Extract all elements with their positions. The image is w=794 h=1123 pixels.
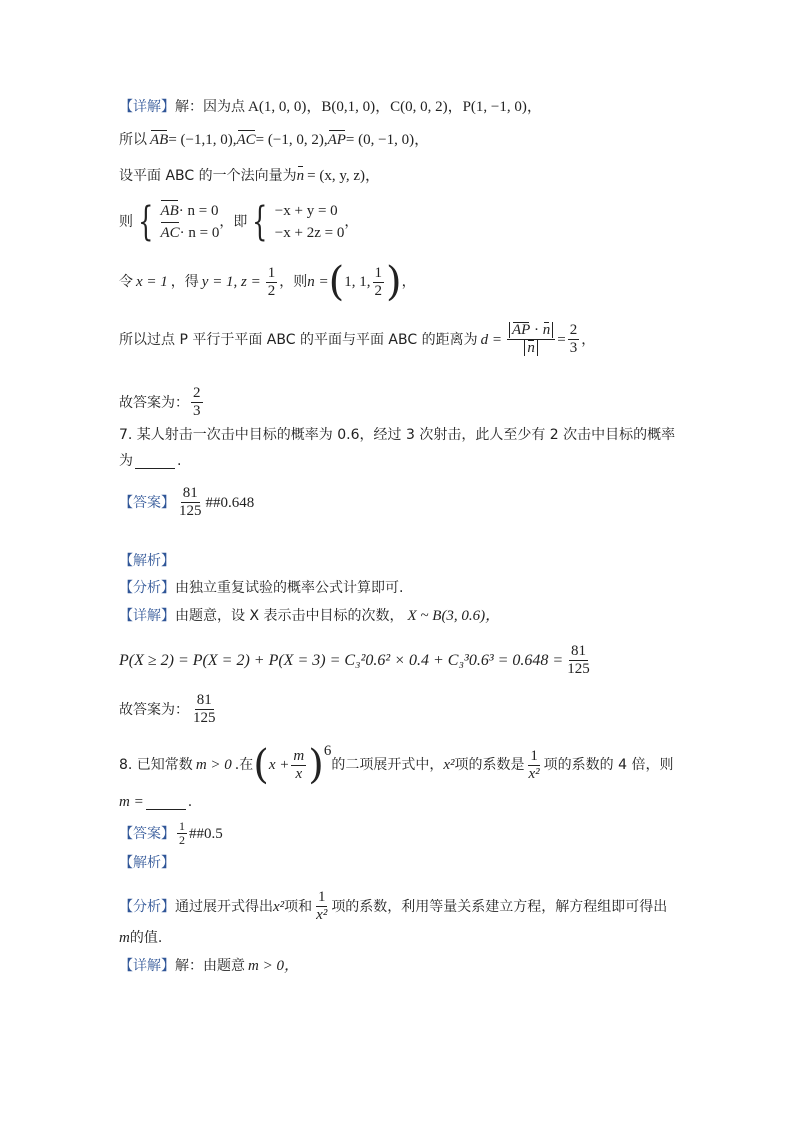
eq: 1, 1, [344, 274, 371, 290]
p6-line3 [119, 166, 380, 186]
analysis-tag: 【解析】 [119, 553, 175, 569]
answer-frac: $\frac{81}{125}$ [179, 485, 202, 519]
eq: = (0, −1, 0)， [345, 132, 430, 148]
q7-xiangjie: 【详解】 由题意，设 X 表示击中目标的次数， X ~ B(3, 0.6)， [119, 608, 501, 624]
p6-text: ， [344, 214, 359, 230]
q8-answer [119, 820, 223, 847]
distance-frac: $\frac{AP \cdot n}{n}$ [507, 322, 555, 357]
p6-text: ，则 [279, 274, 308, 290]
p6-text: 则 [119, 214, 133, 230]
vec-ap: AP [327, 132, 346, 148]
q8-fenxi: 【分析】 通过展开式得出 x² 项和 $\frac{1}{\text{x²}}$ 项的系数，利用等量关系建立方程，解方程组即可得出 [119, 889, 668, 923]
answer-blank [146, 795, 186, 810]
eq: = [557, 331, 566, 348]
eq: y = 1, z = [201, 274, 261, 290]
q7-formula [119, 643, 594, 678]
detail-tag: 【详解】 [119, 958, 175, 974]
p6-text: 故答案为： [119, 394, 189, 411]
eq: −x + 2z = 0 [274, 225, 345, 241]
eq: d = [480, 331, 502, 348]
distribution: X ~ B(3, 0.6)， [407, 608, 501, 624]
p6-line7 [119, 385, 205, 420]
p6-text: ，得 [170, 274, 199, 290]
q7-fenxi: 【分析】 由独立重复试验的概率公式计算即可. [119, 580, 404, 596]
q7-stem2: 为 . [119, 453, 182, 469]
eq: = (x, y, z)， [307, 168, 381, 184]
eq: = (−1,1, 0), [168, 132, 237, 148]
frac-half: $\frac{1}{2}$ [267, 264, 276, 299]
p6-line1 [119, 97, 542, 117]
probability-formula: P(X ≥ 2) = P(X = 2) + P(X = 3) = C₃²0.6² × 0.4 + C₃³0.6³ = 0.648 = [119, 651, 564, 669]
q7-gudaan: 故答案为： $\frac{81}{125}$ [119, 692, 216, 726]
p6-line4 [119, 200, 358, 244]
eq: · n = 0 [179, 225, 220, 241]
eq: n = [307, 274, 329, 290]
system-2: { −x + y = 0 −x + 2z = 0 [252, 199, 345, 245]
q8-xiangjie: 【详解】 解：由题意 m > 0， [119, 958, 299, 974]
q7-stem1: 7. 某人射击一次击中目标的概率为 0.6，经过 3 次射击，此人至少有 2 次击中目标的概率 [119, 427, 676, 443]
p6-text: 所以过点 P 平行于平面 ABC 的平面与平面 ABC 的距离为 [119, 331, 478, 348]
p6-line6 [119, 322, 595, 357]
answer-alt: ##0.648 [205, 494, 255, 511]
q7-answer [119, 485, 254, 520]
eq: −x + y = 0 [274, 203, 338, 219]
p6-line2 [119, 130, 429, 150]
q8-jiexi [119, 853, 175, 873]
q8-stem2: m = . [119, 794, 193, 810]
frac-two-thirds: $\frac{2}{3}$ [193, 385, 201, 419]
fenxi-tag: 【分析】 [119, 898, 175, 915]
vec-n: n [296, 168, 305, 184]
frac-half: $\frac{1}{2}$ [374, 264, 383, 299]
m-over-x: $\frac{m}{x}$ [293, 747, 305, 782]
q7-jiexi [119, 551, 175, 571]
one-over-x2: $\frac{1}{\text{x²}}$ [528, 747, 540, 782]
frac-two-thirds: $\frac{2}{3}$ [569, 322, 578, 356]
detail-tag: 【详解】 [119, 608, 175, 624]
answer-tag: 【答案】 [119, 494, 175, 511]
answer-frac: $\frac{81}{125}$ [193, 692, 216, 726]
q8-fenxi2: m 的值. [119, 930, 163, 946]
p6-text: 令 [119, 274, 133, 290]
p6-line5: 令 x = 1 ，得 y = 1, z = $\frac{1}{2}$ ，则 n = ( 1, 1, $\frac{1}{2}$ ) ， [119, 259, 416, 305]
system-1: { AB · n = 0 AC · n = 0 [138, 199, 220, 245]
eq: · n = 0 [178, 203, 219, 219]
fenxi-tag: 【分析】 [119, 580, 175, 596]
vec-ab: AB [150, 132, 169, 148]
p6-text: 所以 [119, 132, 147, 148]
p6-text: ， [581, 331, 596, 348]
result-frac: $\frac{81}{125}$ [567, 643, 590, 677]
eq: = (−1, 0, 2), [255, 132, 328, 148]
detail-tag: 【详解】 [119, 99, 175, 115]
points: A(1, 0, 0)，B(0,1, 0)，C(0, 0, 2)，P(1, −1, 0)， [248, 99, 542, 115]
one-over-x2: $\frac{1}{\text{x²}}$ [316, 889, 328, 923]
vec-ac: AC [236, 132, 256, 148]
answer-alt: ##0.5 [189, 825, 223, 842]
p6-text: ， [401, 274, 416, 290]
eq: x = 1 [136, 274, 168, 290]
analysis-tag: 【解析】 [119, 855, 175, 871]
answer-tag: 【答案】 [119, 825, 175, 842]
p6-text: 解：因为点 [175, 99, 245, 115]
answer-frac: $\frac{1}{2}$ [179, 819, 185, 847]
p6-text: 设平面 ABC 的一个法向量为 [119, 168, 297, 184]
p6-text: ，即 [219, 214, 248, 230]
answer-blank [135, 454, 175, 469]
q8-stem1: 8. 已知常数 m > 0 .在 ( x + $\frac{m}{x}$ ) 6 的二项展开式中， x² 项的系数是 $\frac{1}{\text{x²}}$ 项的系数的 4 倍，则 [119, 742, 674, 788]
